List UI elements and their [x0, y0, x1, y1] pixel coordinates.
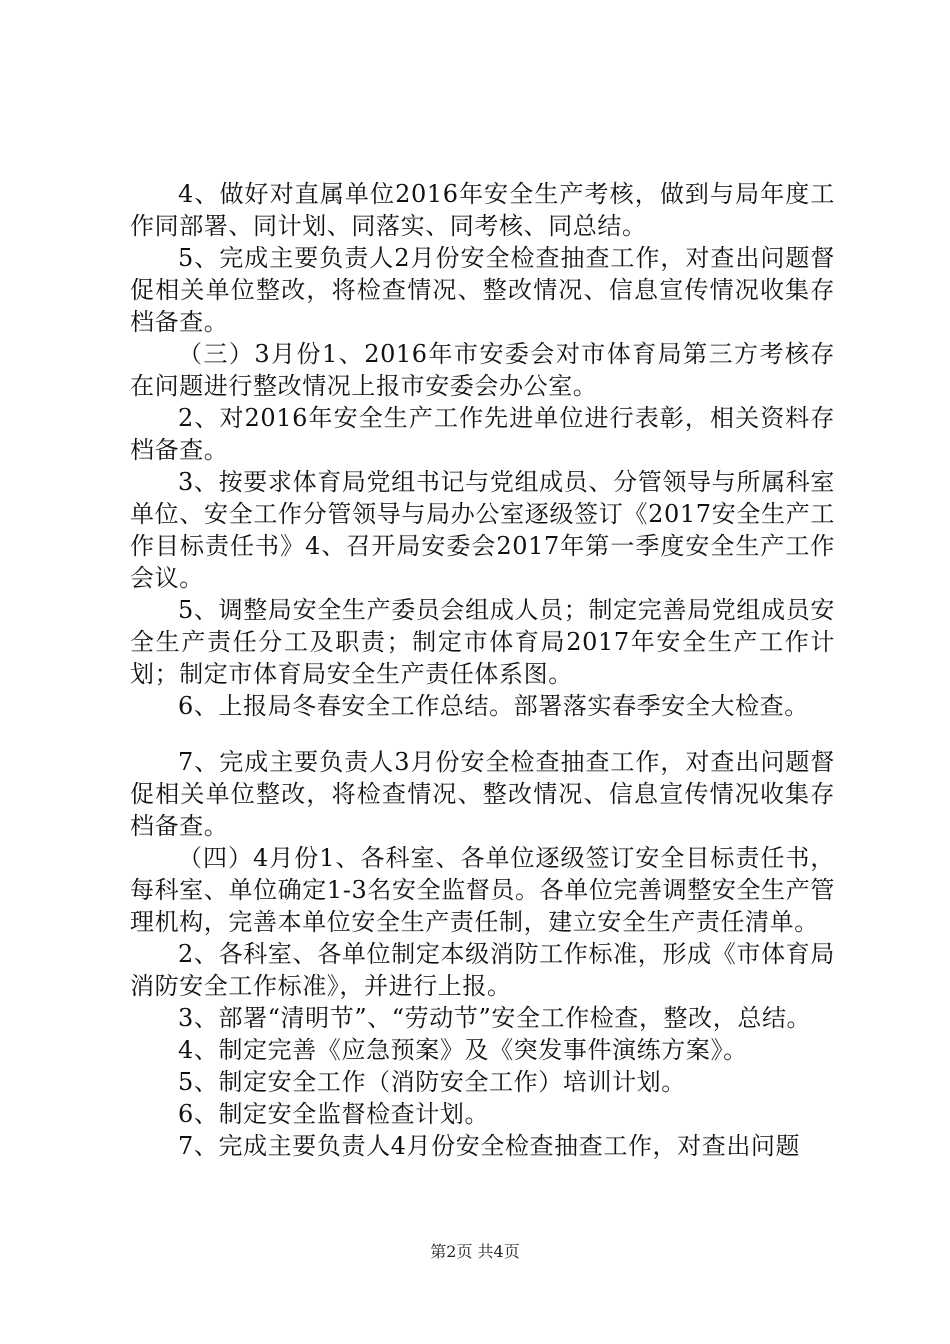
paragraph: 5、制定安全工作（消防安全工作）培训计划。 — [178, 1068, 686, 1096]
paragraph: 7、完成主要负责人4月份安全检查抽查工作，对查出问题 — [178, 1132, 801, 1160]
paragraph: （四）4月份1、各科室、各单位逐级签订安全目标责任书，每科室、单位确定1-3名安全监督员。各单位完善调整安全生产管理机构，完善本单位安全生产责任制，建立安全生产责任清单。 — [130, 844, 835, 936]
paragraph: 5、调整局安全生产委员会组成人员；制定完善局党组成员安全生产责任分工及职责；制定市体育局2017年安全生产工作计划；制定市体育局安全生产责任体系图。 — [130, 596, 835, 688]
paragraph: 7、完成主要负责人3月份安全检查抽查工作，对查出问题督促相关单位整改，将检查情况、整改情况、信息宣传情况收集存档备查。 — [130, 748, 835, 840]
paragraph: 3、按要求体育局党组书记与党组成员、分管领导与所属科室单位、安全工作分管领导与局办公室逐级签订《2017安全生产工作目标责任书》4、召开局安委会2017年第一季度安全生产工作会议。 — [130, 468, 835, 592]
paragraph: 2、对2016年安全生产工作先进单位进行表彰，相关资料存档备查。 — [130, 404, 835, 464]
paragraph: 6、制定安全监督检查计划。 — [178, 1100, 490, 1128]
paragraph: （三）3月份1、2016年市安委会对市体育局第三方考核存在问题进行整改情况上报市安委会办公室。 — [130, 340, 835, 400]
paragraph: 4、做好对直属单位2016年安全生产考核，做到与局年度工作同部署、同计划、同落实、同考核、同总结。 — [130, 180, 835, 240]
document-body — [130, 178, 835, 1162]
page-footer — [0, 1242, 950, 1262]
paragraph: 4、制定完善《应急预案》及《突发事件演练方案》。 — [178, 1036, 748, 1064]
paragraph: 5、完成主要负责人2月份安全检查抽查工作，对查出问题督促相关单位整改，将检查情况、整改情况、信息宣传情况收集存档备查。 — [130, 244, 835, 336]
paragraph: 2、各科室、各单位制定本级消防工作标准，形成《市体育局消防安全工作标准》，并进行上报。 — [130, 940, 835, 1000]
paragraph: 3、部署“清明节”、“劳动节”安全工作检查，整改，总结。 — [178, 1004, 812, 1032]
page-number: 第2页 共4页 — [430, 1242, 520, 1261]
paragraph: 6、上报局冬春安全工作总结。部署落实春季安全大检查。 — [178, 692, 809, 720]
